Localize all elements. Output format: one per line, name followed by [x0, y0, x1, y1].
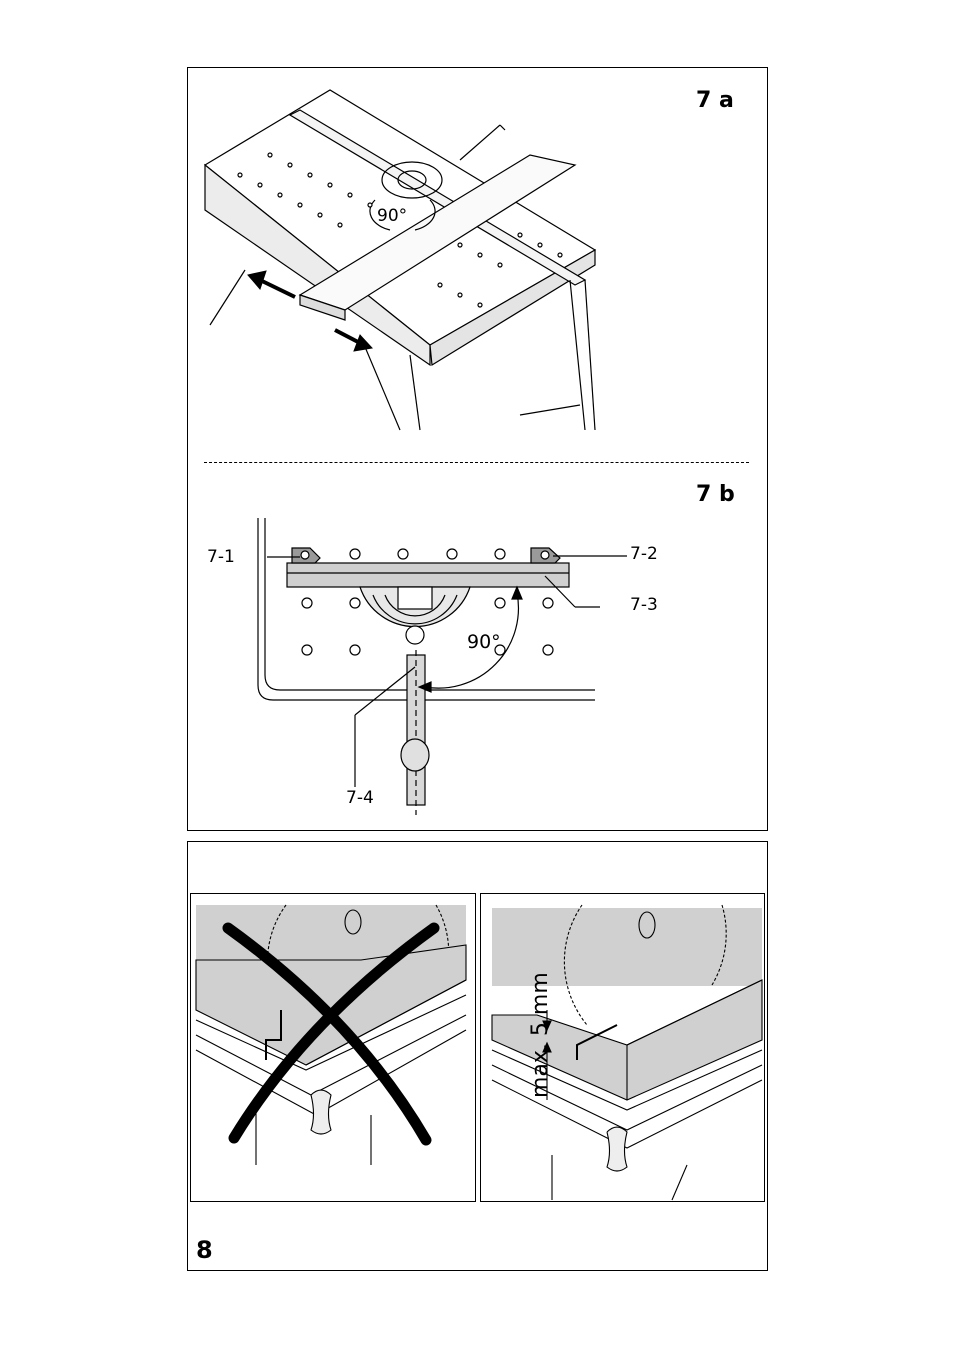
angle-stop-diagram-icon [255, 515, 600, 815]
callout-7-2: 7-2 [630, 544, 658, 564]
angle-label-7b: 90° [467, 631, 501, 653]
measure-label: max. 5 mm [528, 972, 553, 1098]
divider-dashed [204, 462, 749, 463]
table-illustration-icon [200, 85, 620, 435]
angle-label-7a: 90° [377, 206, 408, 226]
callout-7-1: 7-1 [207, 547, 235, 567]
figure-7a-label: 7 a [696, 88, 734, 113]
callout-7-4: 7-4 [346, 788, 374, 808]
saw-blade-wrong-icon [196, 900, 468, 1165]
figure-8-label: 8 [196, 1236, 213, 1264]
callout-7-3: 7-3 [630, 595, 658, 615]
figure-7b-label: 7 b [696, 482, 735, 507]
